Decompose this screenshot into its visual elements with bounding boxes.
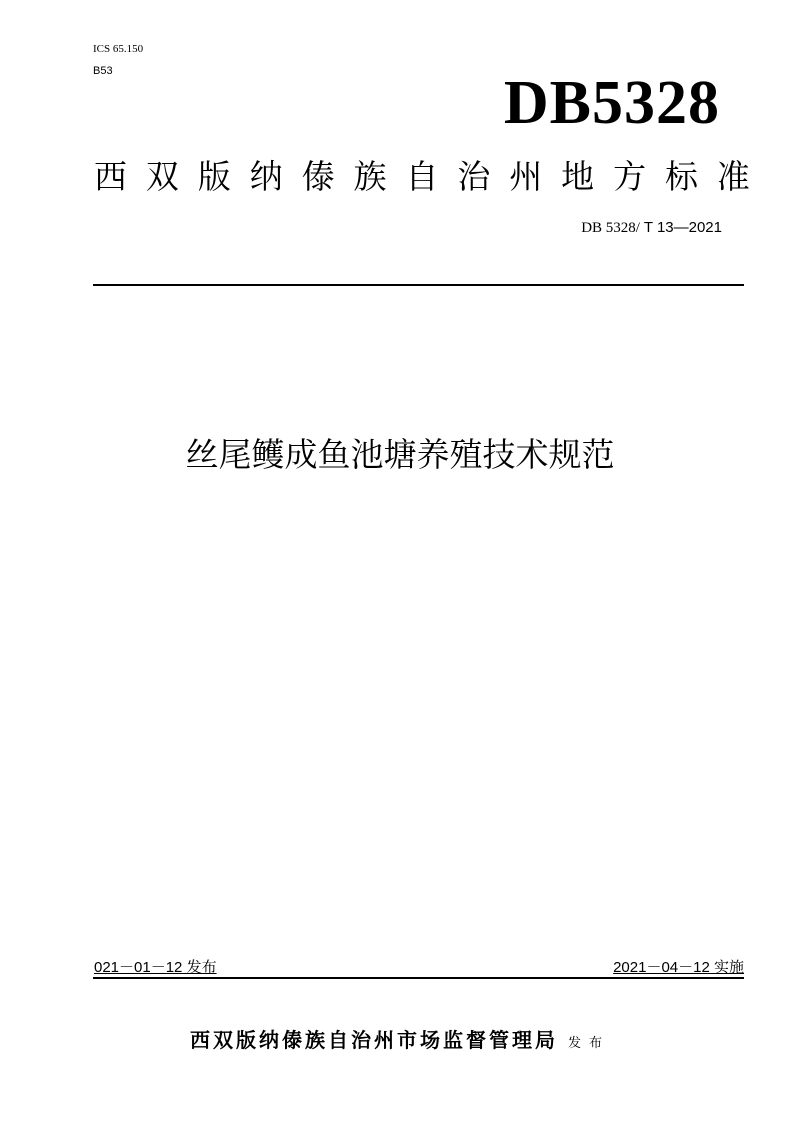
- standard-code-logo: DB5328: [503, 69, 720, 137]
- document-title: 丝尾鳠成鱼池塘养殖技术规范: [185, 436, 615, 473]
- standard-type-char: 西: [94, 158, 127, 195]
- standard-type-char: 准: [716, 158, 750, 195]
- standard-type-char: 版: [197, 158, 231, 195]
- standard-number-suffix: T 13—2021: [639, 219, 722, 236]
- implementation-date: 2021－04－12 实施: [613, 959, 744, 976]
- issue-date: 021－01－12 发布: [94, 959, 217, 976]
- standard-type-char: 傣: [301, 158, 335, 195]
- header-divider: [93, 284, 744, 286]
- standard-type-char: 地: [561, 158, 595, 195]
- issuer-name: 西双版纳傣族自治州市场监督管理局: [189, 1030, 558, 1052]
- issuer-line: [0, 1027, 800, 1057]
- standard-type-char: 纳: [249, 158, 283, 195]
- standard-type-char: 方: [613, 158, 647, 195]
- issuer-suffix: 发布: [567, 1035, 610, 1050]
- standard-number-prefix: DB 5328/: [581, 220, 640, 236]
- standard-number: [581, 218, 722, 238]
- footer-divider: [93, 977, 744, 979]
- standard-type-char: 标: [664, 158, 698, 195]
- standard-type-char: 州: [509, 158, 543, 195]
- standard-type-char: 治: [457, 158, 491, 195]
- standard-type-char: 族: [353, 158, 387, 195]
- ics-classification: ICS 65.150: [93, 43, 144, 55]
- standard-type-char: 双: [145, 158, 179, 195]
- ccs-classification: B53: [93, 65, 113, 77]
- standard-type-title: [94, 155, 750, 199]
- standard-type-char: 自: [405, 158, 439, 195]
